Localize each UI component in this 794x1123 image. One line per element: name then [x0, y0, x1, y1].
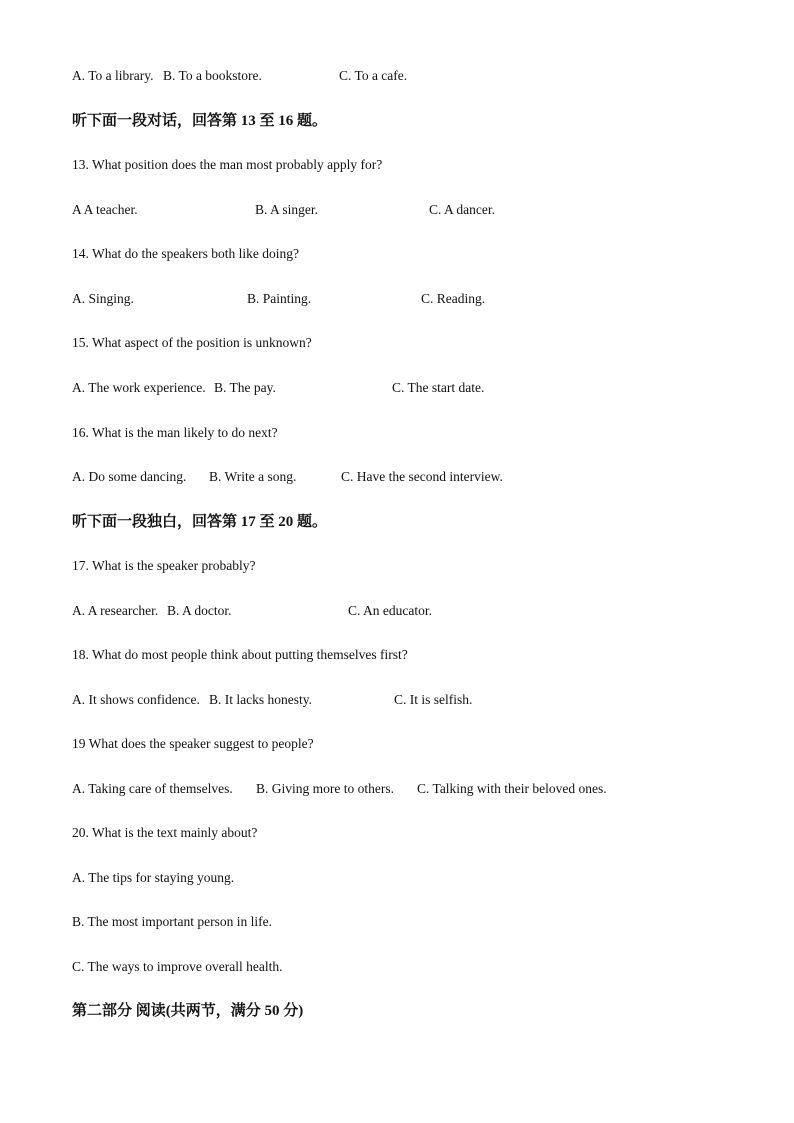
option-text: C. Talking with their beloved ones.	[417, 781, 607, 796]
option-text: B. A singer.	[255, 202, 319, 217]
option-text: B. Write a song.	[209, 469, 297, 484]
option-text: C. The start date.	[392, 380, 485, 395]
options-row	[72, 378, 712, 398]
option-text: C. An educator.	[348, 603, 432, 618]
question-text: 19 What does the speaker suggest to people?	[72, 736, 314, 751]
options-row	[72, 289, 712, 309]
option-text: C. To a cafe.	[339, 68, 408, 83]
option-text: B. The most important person in life.	[72, 914, 272, 929]
option-text: A. The tips for staying young.	[72, 870, 235, 885]
option-text: A. Taking care of themselves.	[72, 781, 233, 796]
section-heading: 第二部分 阅读(共两节，满分 50 分)	[72, 1003, 304, 1019]
option-text: A. Singing.	[72, 291, 134, 306]
options-row	[72, 957, 712, 977]
option-text: B. A doctor.	[167, 603, 232, 618]
options-row	[72, 912, 712, 932]
section-heading: 听下面一段对话，回答第 13 至 16 题。	[72, 113, 328, 129]
option-text: A. It shows confidence.	[72, 692, 200, 707]
option-text: C. Reading.	[421, 291, 486, 306]
question-text: 20. What is the text mainly about?	[72, 825, 258, 840]
options-row	[72, 66, 712, 86]
option-text: B. Giving more to others.	[256, 781, 394, 796]
option-text: A. To a library.	[72, 68, 154, 83]
option-text: B. To a bookstore.	[163, 68, 262, 83]
section-heading: 听下面一段独白，回答第 17 至 20 题。	[72, 514, 328, 530]
option-text: A. A researcher.	[72, 603, 159, 618]
option-text: A. Do some dancing.	[72, 469, 187, 484]
option-text: A. The work experience.	[72, 380, 206, 395]
option-text: C. It is selfish.	[394, 692, 473, 707]
option-text: B. The pay.	[214, 380, 276, 395]
question-text: 16. What is the man likely to do next?	[72, 425, 278, 440]
options-row	[72, 779, 712, 799]
option-text: A A teacher.	[72, 202, 138, 217]
question-text: 14. What do the speakers both like doing?	[72, 246, 299, 261]
option-text: C. The ways to improve overall health.	[72, 959, 283, 974]
question-text: 15. What aspect of the position is unknown?	[72, 335, 312, 350]
options-row	[72, 868, 712, 888]
options-row	[72, 690, 712, 710]
option-text: B. It lacks honesty.	[209, 692, 312, 707]
question-text: 17. What is the speaker probably?	[72, 558, 256, 573]
question-text: 18. What do most people think about putting themselves first?	[72, 647, 408, 662]
options-row	[72, 200, 712, 220]
option-text: B. Painting.	[247, 291, 312, 306]
option-text: C. A dancer.	[429, 202, 495, 217]
options-row	[72, 601, 712, 621]
question-text: 13. What position does the man most probably apply for?	[72, 157, 383, 172]
option-text: C. Have the second interview.	[341, 469, 503, 484]
options-row	[72, 467, 712, 487]
